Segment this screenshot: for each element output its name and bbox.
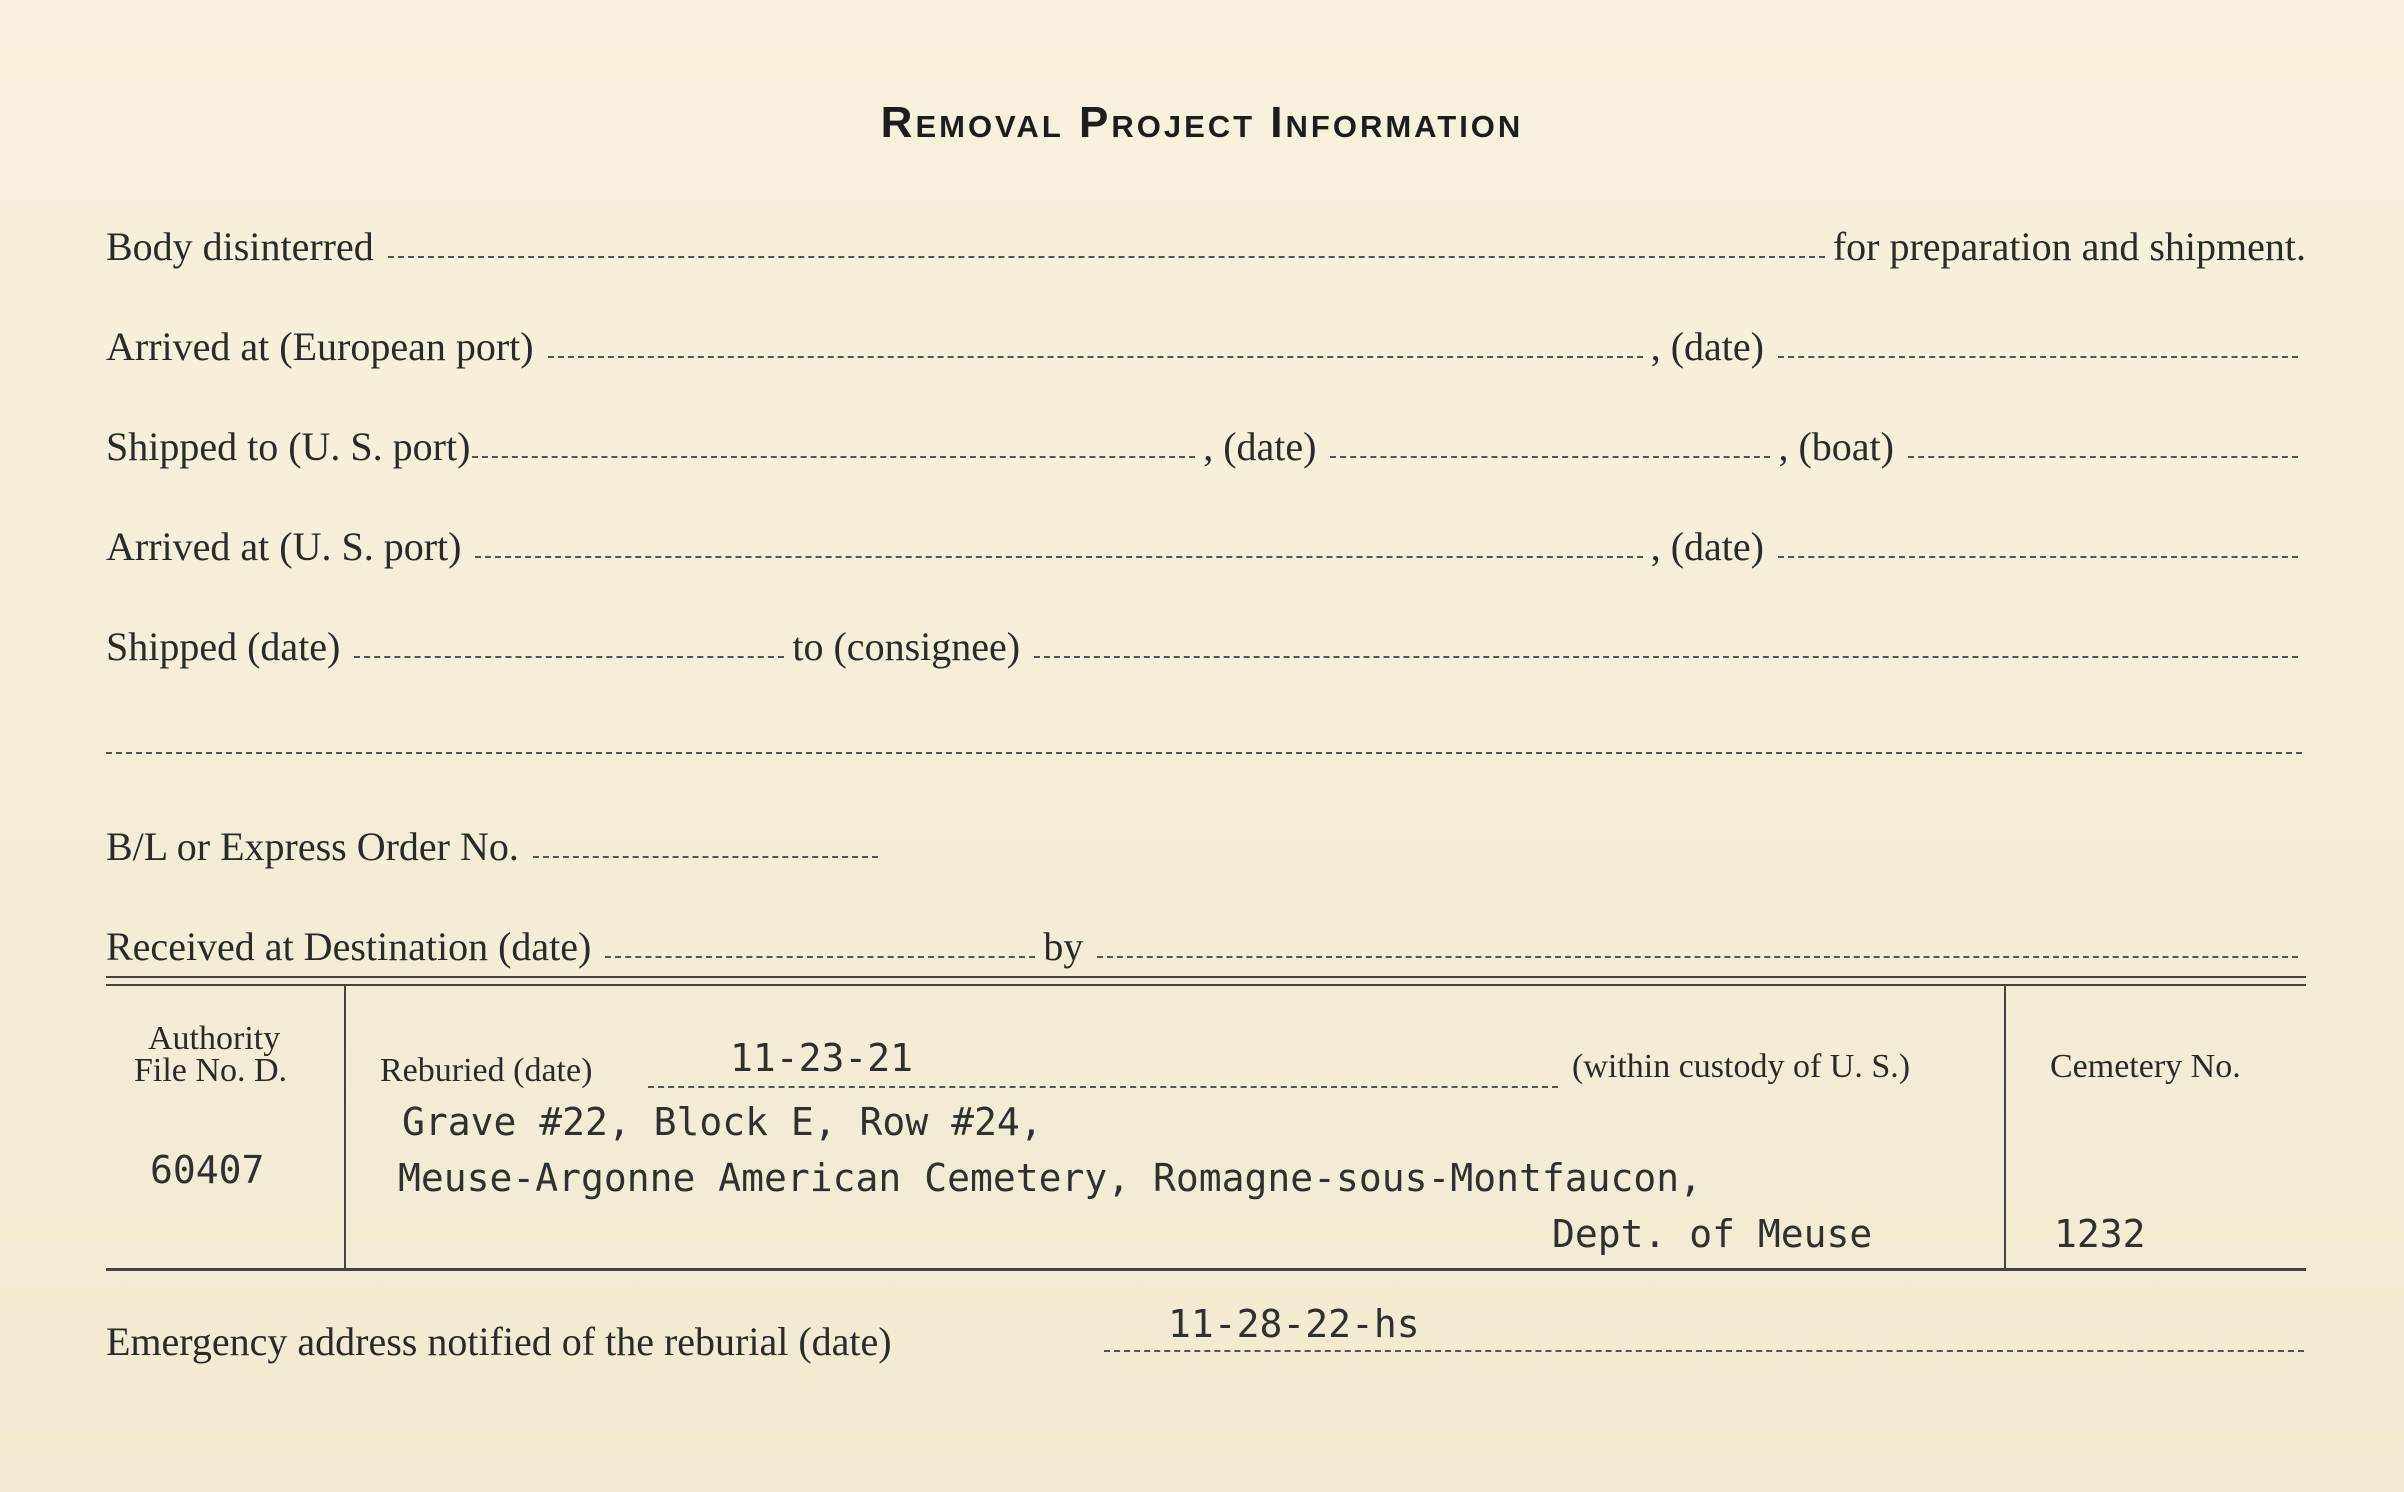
table-divider-left [344, 986, 346, 1268]
table-top-rule [106, 976, 2306, 978]
card-title: Removal Project Information [880, 98, 1524, 147]
authority-label-1: Authority [148, 1020, 281, 1057]
arrived-us-date-label: , (date) [1650, 524, 1764, 569]
shipped-us-label: Shipped to (U. S. port) [106, 424, 471, 469]
body-disinterred-label: Body disinterred [106, 224, 374, 269]
authority-label-2: File No. D. [134, 1052, 287, 1089]
arrived-us-line [475, 556, 1642, 558]
reburied-date: 11-23-21 [730, 1036, 914, 1080]
arrived-us-label: Arrived at (U. S. port) [106, 524, 462, 569]
consignee-line [1034, 656, 2298, 658]
table-top-rule-2 [106, 984, 2306, 986]
row-arrived-us [106, 510, 2306, 570]
shipped-us-date-label: , (date) [1203, 424, 1317, 469]
shipped-us-boat-line [1908, 456, 2298, 458]
arrived-european-date-line [1778, 356, 2298, 358]
cemetery-name: Meuse-Argonne American Cemetery, Romagne-sous-Montfaucon, [398, 1156, 1703, 1200]
row-body-disinterred [106, 210, 2306, 270]
grave-location: Grave #22, Block E, Row #24, [402, 1100, 1043, 1144]
shipped-us-boat-label: , (boat) [1778, 424, 1894, 469]
arrived-european-label: Arrived at (European port) [106, 324, 534, 369]
custody-label: (within custody of U. S.) [1572, 1048, 1911, 1085]
row-arrived-european [106, 310, 2306, 370]
arrived-european-line [548, 356, 1643, 358]
received-by-label: by [1043, 924, 1084, 969]
bl-order-label: B/L or Express Order No. [106, 824, 519, 869]
shipped-date-label: Shipped (date) [106, 624, 341, 669]
table-divider-right [2004, 986, 2006, 1268]
reburied-label: Reburied (date) [380, 1052, 593, 1089]
consignee-label: to (consignee) [792, 624, 1021, 669]
shipped-us-line [472, 456, 1195, 458]
bl-order-line [533, 856, 878, 858]
reburied-line [648, 1086, 1558, 1088]
cemetery-no-label: Cemetery No. [2050, 1048, 2241, 1085]
emergency-line [1104, 1350, 2304, 1352]
row-bl-order [106, 810, 2306, 870]
arrived-european-date-label: , (date) [1650, 324, 1764, 369]
shipped-date-line [354, 656, 784, 658]
emergency-date: 11-28-22-hs [1168, 1302, 1420, 1346]
received-by-line [1097, 956, 2298, 958]
emergency-label: Emergency address notified of the reburial (date) [106, 1319, 892, 1364]
cemetery-number: 1232 [2054, 1212, 2146, 1256]
table-bottom-rule [106, 1268, 2306, 1271]
row-shipped-date [106, 610, 2306, 670]
body-disinterred-suffix: for preparation and shipment. [1832, 224, 2306, 269]
authority-file-number: 60407 [150, 1148, 265, 1192]
row-received [106, 910, 2306, 970]
row-shipped-us [106, 410, 2306, 470]
arrived-us-date-line [1778, 556, 2298, 558]
shipped-us-date-line [1330, 456, 1770, 458]
received-label: Received at Destination (date) [106, 924, 592, 969]
department: Dept. of Meuse [1552, 1212, 1873, 1256]
consignee-continuation-line [106, 752, 2302, 754]
body-disinterred-line [388, 256, 1825, 258]
received-date-line [605, 956, 1035, 958]
